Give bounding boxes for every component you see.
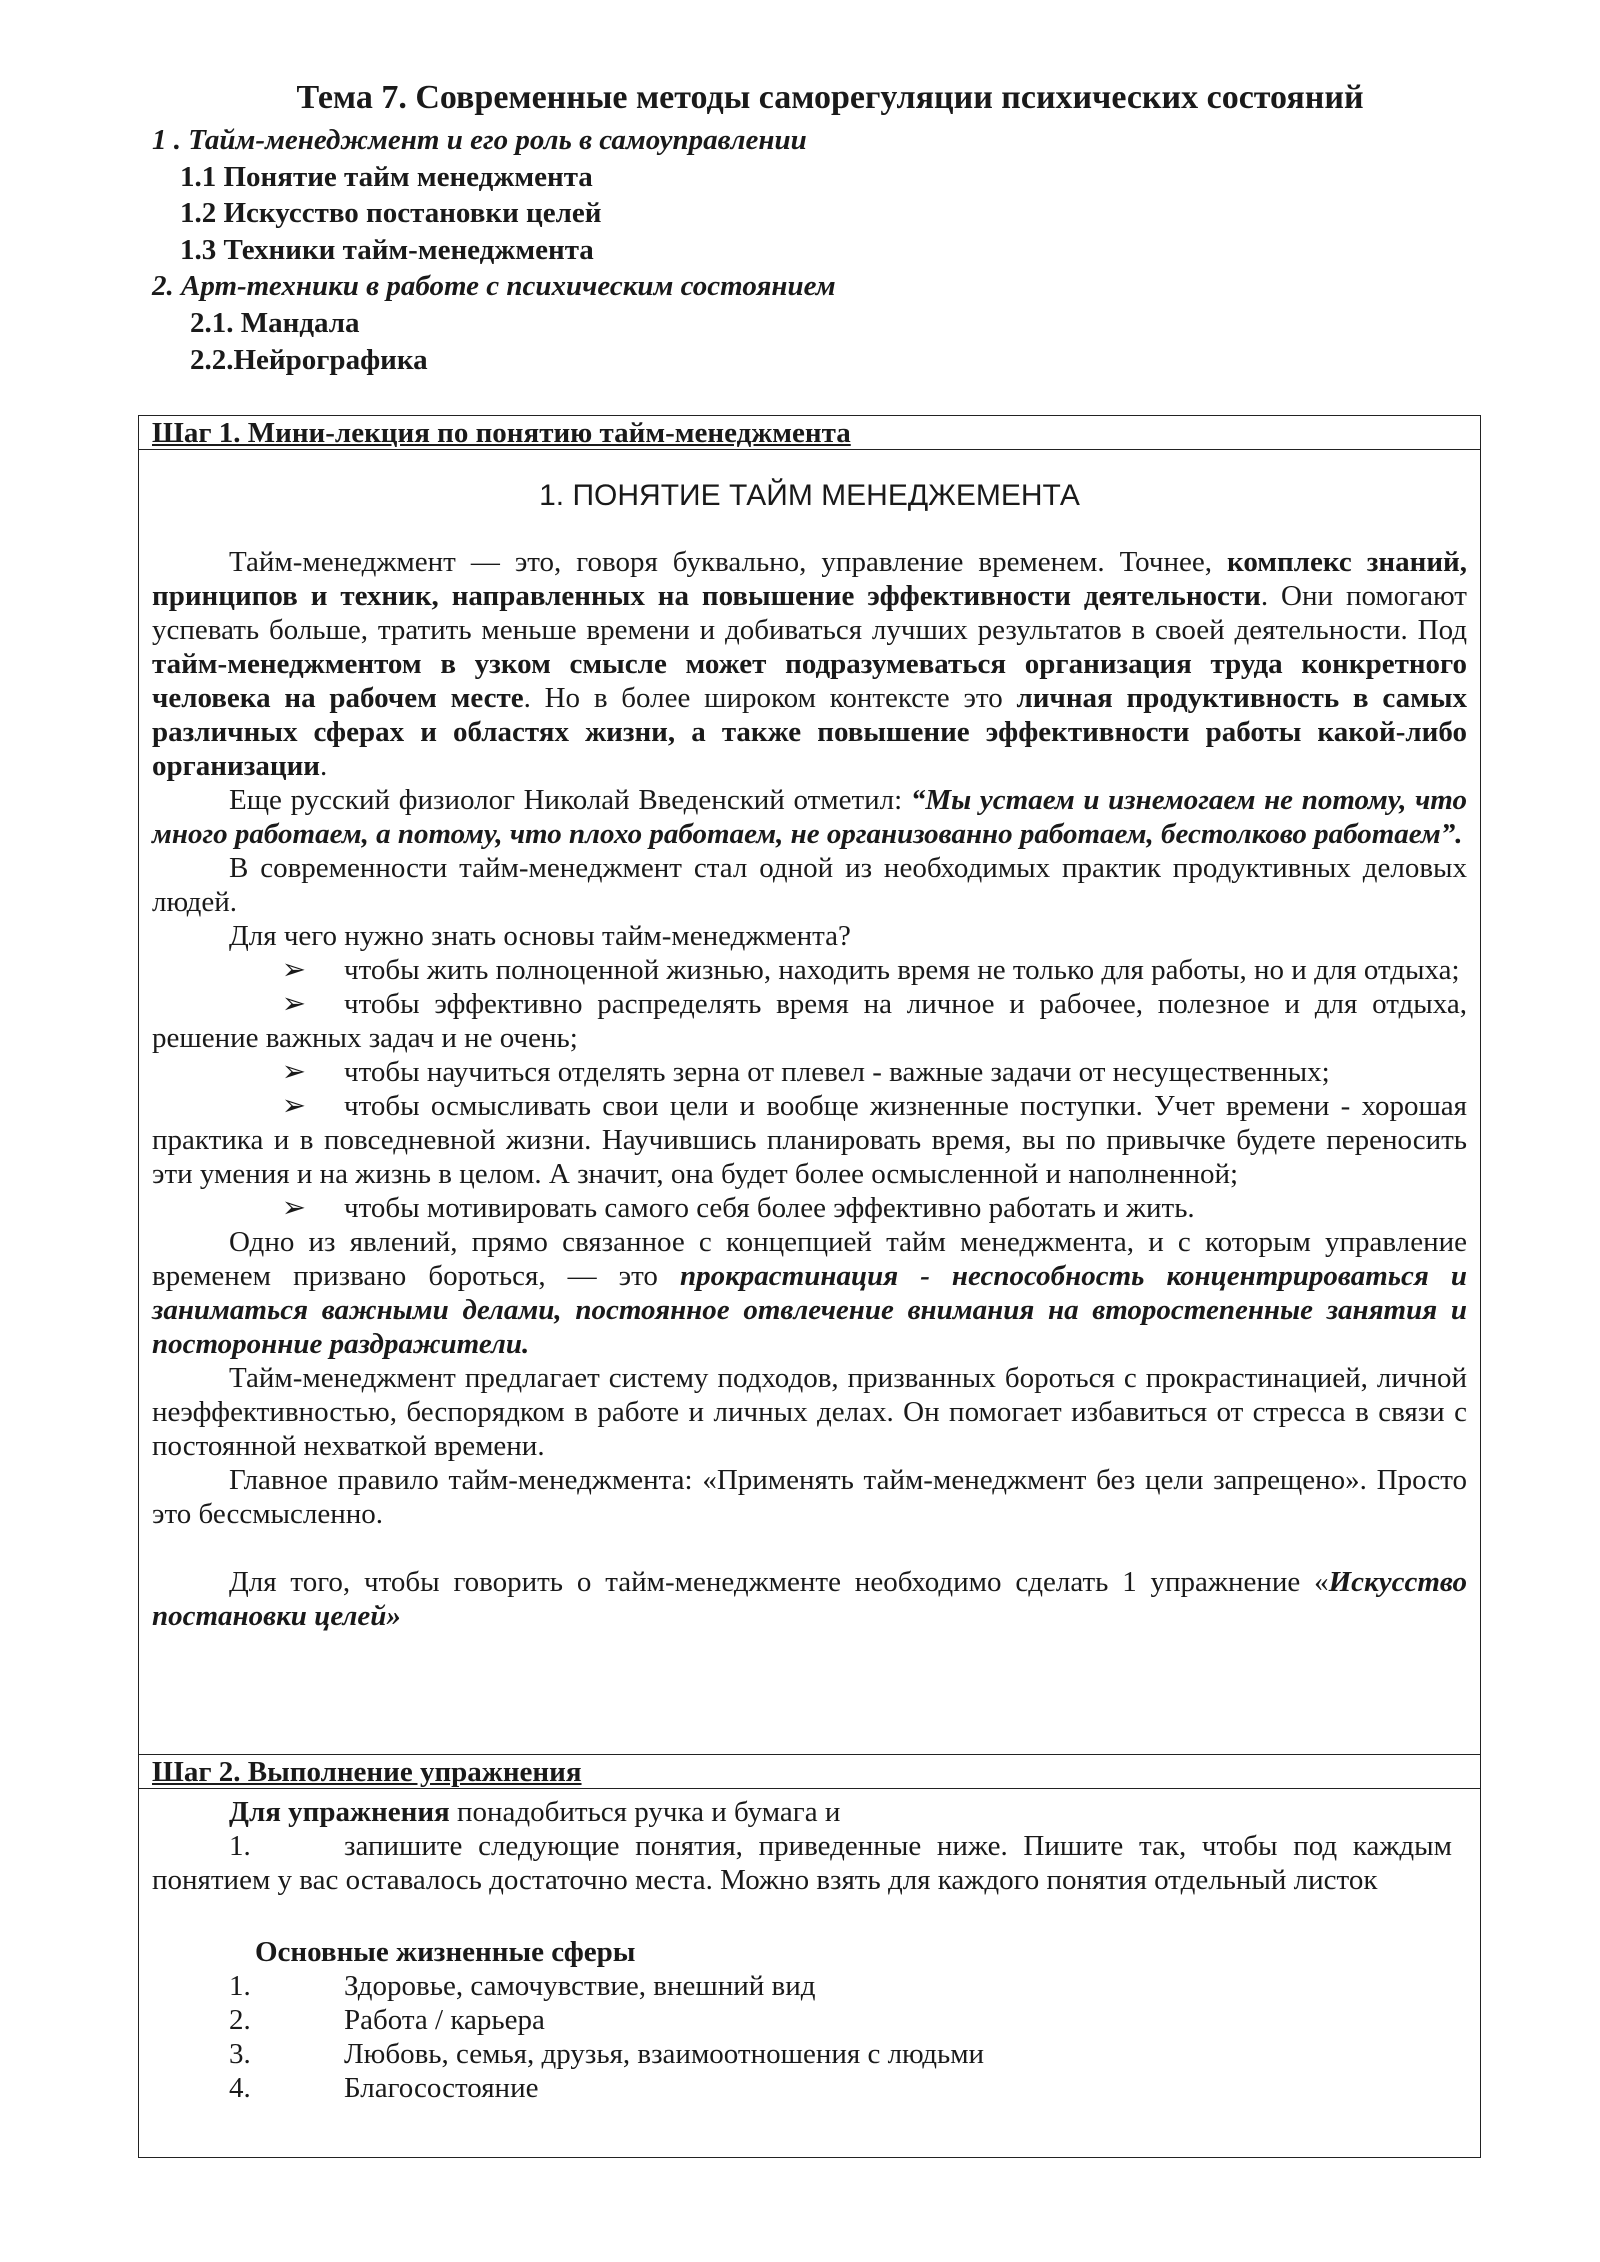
toc-item-2-2: 2.2.Нейрографика [190,344,428,376]
toc-item-1-3: 1.3 Техники тайм-менеджмента [180,234,594,266]
toc-item-2: 2. Арт-техники в работе с психическим состоянием [152,270,836,302]
arrow-bullet-icon: ➢ [281,954,306,986]
step-1-label: Шаг 1. Мини-лекция по понятию тайм-менеджмента [152,417,851,449]
step-2-label: Шаг 2. Выполнение упражнения [152,1756,582,1788]
table-divider [138,449,1481,450]
section-heading: 1. ПОНЯТИЕ ТАЙМ МЕНЕДЖЕМЕНТА [539,479,1080,512]
paragraph: Для того, чтобы говорить о тайм-менеджменте необходимо сделать 1 упражнение «Искусство постановки целей» [152,1566,1467,1632]
toc-item-1-2: 1.2 Искусство постановки целей [180,197,602,229]
arrow-bullet-icon: ➢ [281,1192,306,1224]
list-item: 4. Благосостояние [229,2072,539,2104]
list-item: 1. Здоровье, самочувствие, внешний вид [229,1970,816,2002]
list-item: 3. Любовь, семья, друзья, взаимоотношения с людьми [229,2038,985,2070]
paragraph: Тайм-менеджмент предлагает систему подходов, призванных бороться с прокрастинацией, личной неэффективностью, беспорядком в работе и личных делах. Он помогает избавиться от стресса в связи с постоянной нехваткой времени. [152,1362,1467,1462]
paragraph: Одно из явлений, прямо связанное с концепцией тайм менеджмента, и с которым управление временем призвано бороться, — это прокрастинация - неспособность концентрироваться и заниматься важными делами, постоянное отвлечение внимания на второстепенные занятия и посторонние раздражители. [152,1226,1467,1360]
arrow-bullet-icon: ➢ [281,988,306,1020]
table-divider [138,1754,1481,1755]
table-divider [138,1788,1481,1789]
arrow-bullet-icon: ➢ [281,1090,306,1122]
list-item: ➢ чтобы жить полноценной жизнью, находить время не только для работы, но и для отдыха; [152,953,1467,987]
lecture-text [152,545,1467,1633]
list-item: ➢ чтобы эффективно распределять время на личное и рабочее, полезное и для отдыха, решение важных задач и не очень; [152,988,1467,1054]
paragraph: В современности тайм-менеджмент стал одной из необходимых практик продуктивных деловых людей. [152,852,1467,918]
paragraph: Тайм-менеджмент — это, говоря буквально, управление временем. Точнее, комплекс знаний, принципов и техник, направленных на повышение эффективности деятельности. Они помогают успевать больше, тратить меньше времени и добиваться лучших результатов в своей деятельности. Под тайм-менеджментом в узком смысле может подразумеваться организация труда конкретного человека на рабочем месте. Но в более широком контексте это личная продуктивность в самых различных сферах и областях жизни, а также повышение эффективности работы какой-либо организации. [152,546,1467,782]
paragraph: Еще русский физиолог Николай Введенский отметил: “Мы устаем и изнемогаем не потому, что много работаем, а потому, что плохо работаем, не организованно работаем, бестолково работаем”. [152,784,1467,850]
list-item: 1. запишите следующие понятия, приведенные ниже. Пишите так, чтобы под каждым понятием у вас оставалось достаточно места. Можно взять для каждого понятия отдельный листок [152,1830,1452,1896]
paragraph: Для чего нужно знать основы тайм-менеджмента? [229,920,851,952]
toc-item-1-1: 1.1 Понятие тайм менеджмента [180,161,593,193]
spheres-title: Основные жизненные сферы [255,1936,636,1968]
exercise-text [152,1795,1452,1897]
list-item: ➢ чтобы мотивировать самого себя более эффективно работать и жить. [152,1191,1467,1225]
list-item: ➢ чтобы научиться отделять зерна от плевел - важные задачи от несущественных; [152,1055,1467,1089]
spheres-list [152,1969,1452,2105]
paragraph: Главное правило тайм-менеджмента: «Применять тайм-менеджмент без цели запрещено». Просто это бессмысленно. [152,1464,1467,1530]
toc-item-2-1: 2.1. Мандала [190,307,360,339]
list-item: ➢ чтобы осмысливать свои цели и вообще жизненные поступки. Учет времени - хорошая практика и в повседневной жизни. Научившись планировать время, вы по привычке будете переносить эти умения и на жизнь в целом. А значит, она будет более осмысленной и наполненной; [152,1090,1467,1190]
toc-item-1: 1 . Тайм-менеджмент и его роль в самоуправлении [152,124,807,156]
arrow-bullet-icon: ➢ [281,1056,306,1088]
list-item: 2. Работа / карьера [229,2004,545,2036]
paragraph: Для упражнения понадобиться ручка и бумага и [229,1796,841,1828]
page-title: Тема 7. Современные методы саморегуляции психических состояний [296,79,1364,116]
